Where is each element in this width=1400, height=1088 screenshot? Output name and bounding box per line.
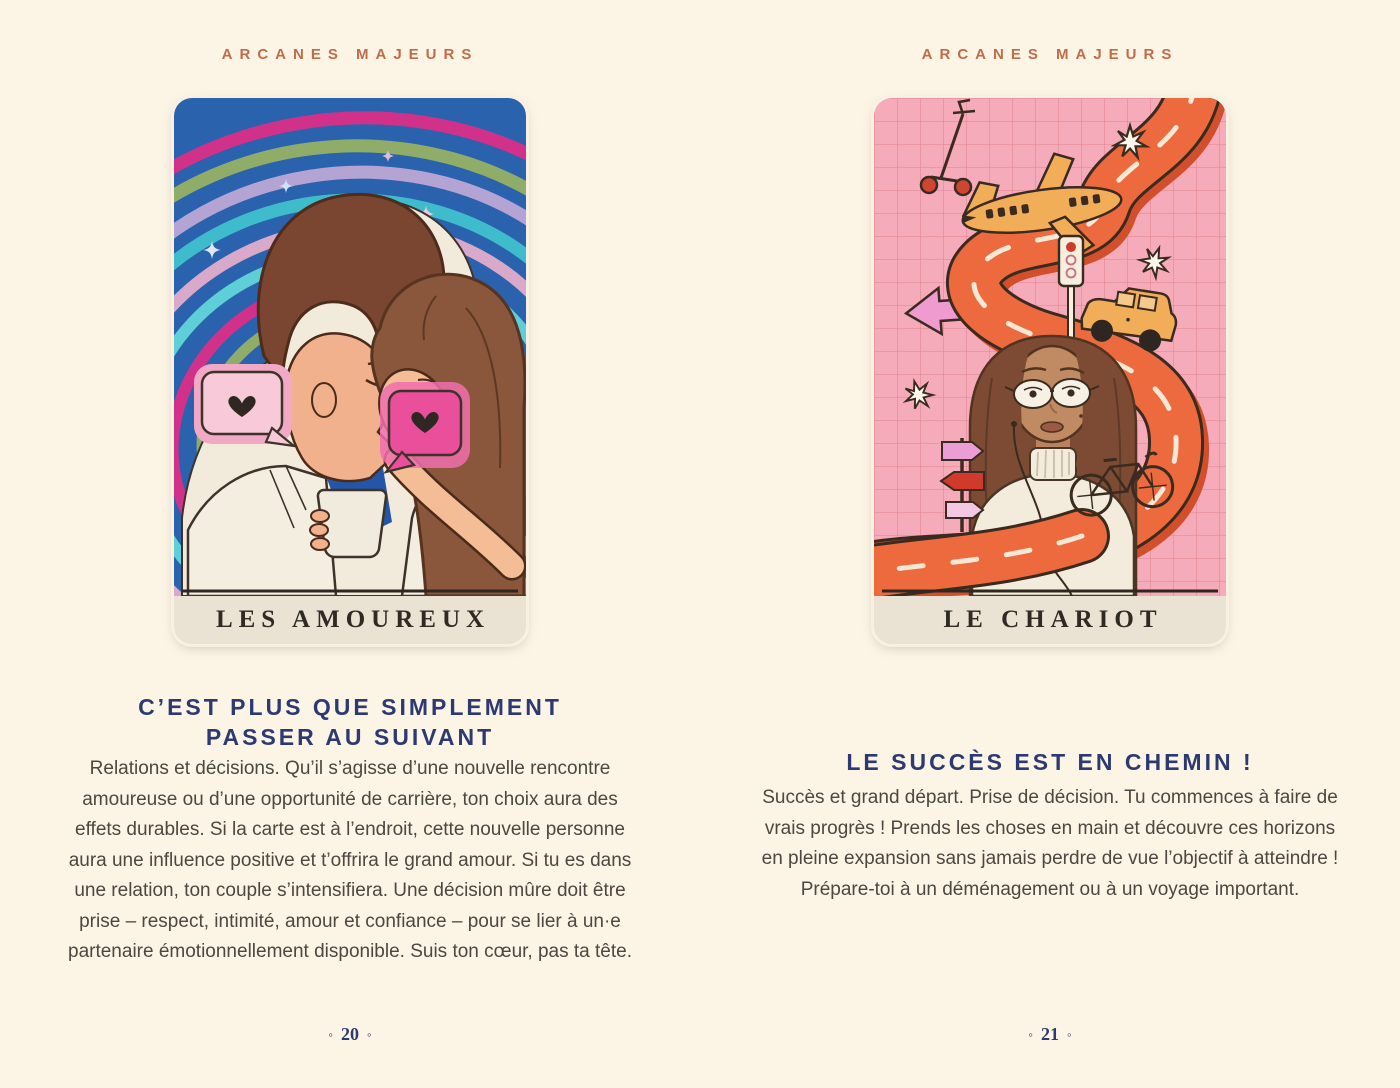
folio-ornament: ◦: [1028, 1027, 1033, 1042]
reading-body: Relations et décisions. Qu’il s’agisse d’une nouvelle rencontre amoureuse ou d’une opportunité de carrière, ton choix aura des effets durables. Si la carte est à l’endroit, cette nouvelle personne aura une influence positive et t’offrira le grand amour. Si tu es dans une relation, ton couple s’intensifiera. Une décision mûre doit être prise – respect, intimité, amour et confiance – pour se lier à un·e partenaire émotionnellement disponible. Suis ton cœur, pas ta tête.: [68, 758, 632, 962]
card-title: LES AMOUREUX: [174, 596, 526, 644]
chapter-header: ARCANES MAJEURS: [221, 46, 479, 63]
reading-title-line1: LE SUCCÈS EST EN CHEMIN !: [846, 749, 1254, 775]
man-hand: [310, 510, 329, 550]
beauty-mark: [1079, 414, 1083, 418]
page-number: [0, 1024, 700, 1045]
page-right: [700, 0, 1400, 1088]
driver-front-hair: [1084, 354, 1091, 464]
reading-title: [30, 692, 670, 752]
reading-title-line1: C’EST PLUS QUE SIMPLEMENT: [138, 694, 562, 720]
lovers-card: [174, 98, 526, 644]
chariot-card-illustration: [874, 98, 1226, 596]
driver-lips: [1041, 422, 1063, 432]
lovers-card-illustration: [174, 98, 526, 596]
heart-speech-bubble-right: [380, 382, 470, 472]
folio-ornament: ◦: [367, 1027, 372, 1042]
heart-speech-bubble-left: [194, 364, 294, 446]
folio-value: 20: [341, 1024, 359, 1044]
folio-value: 21: [1041, 1024, 1059, 1044]
chariot-card: [874, 98, 1226, 644]
man-ear: [312, 383, 336, 417]
reading-title: [730, 747, 1370, 777]
card-title: LE CHARIOT: [874, 596, 1226, 644]
folio-ornament: ◦: [1067, 1027, 1072, 1042]
reading-title-line2: PASSER AU SUIVANT: [205, 724, 495, 750]
reading-body: Succès et grand départ. Prise de décision. Tu commences à faire de vrais progrès ! Prends les choses en main et découvre ces horizons en pleine expansion sans jamais perdre de vue l’objectif à atteindre ! Prépare-toi à un déménagement ou à un voyage important.: [761, 787, 1339, 900]
page-number: [700, 1024, 1400, 1045]
winding-road-front: [874, 536, 1082, 574]
folio-ornament: ◦: [328, 1027, 333, 1042]
chapter-header: ARCANES MAJEURS: [921, 46, 1179, 63]
